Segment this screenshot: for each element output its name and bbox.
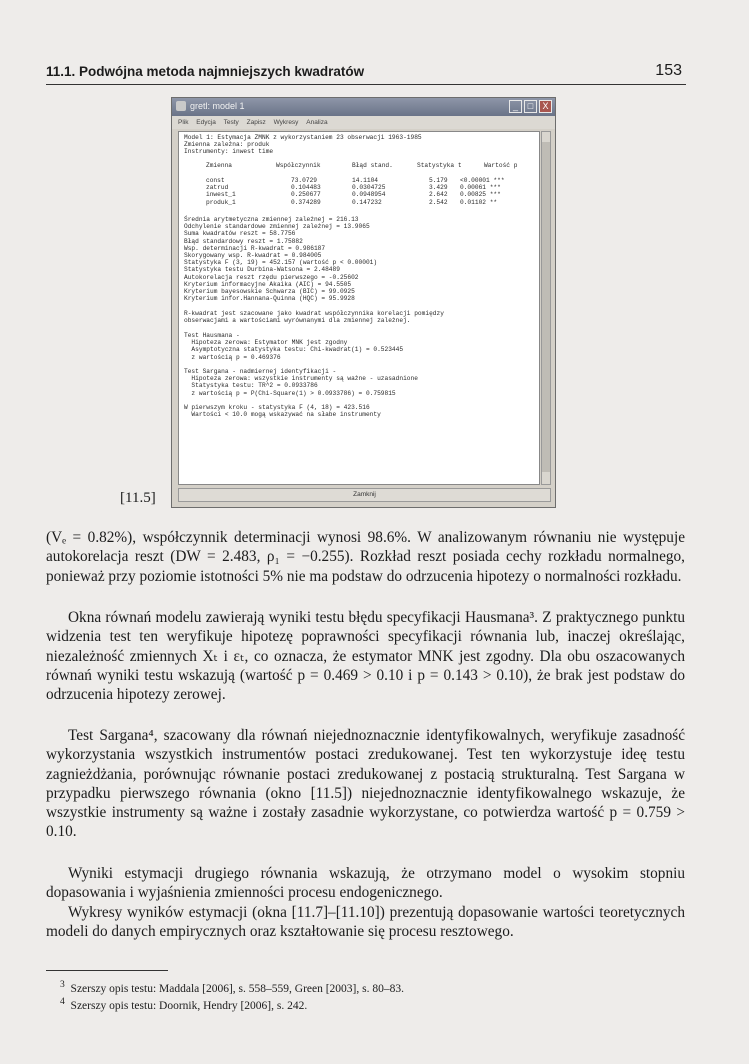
stat-line: Błąd standardowy reszt = 1.75882	[184, 237, 303, 245]
cell-se: 14.1104	[352, 177, 378, 184]
cell-p: <0.00001 ***	[460, 177, 505, 184]
stat-line: Kryterium bayesowskie Schwarza (BIC) = 99.0925	[184, 288, 355, 295]
stat-line: Statystyka testu Durbina-Watsona = 2.48489	[184, 266, 340, 274]
footnote-mark: 4	[60, 996, 65, 1007]
note-line: R-kwadrat jest szacowane jako kwadrat współczynnika korelacji pomiędzy	[184, 310, 444, 317]
close-button[interactable]: X	[539, 100, 552, 113]
cell-se: 0.0948954	[352, 191, 386, 199]
cell-var: zatrud	[206, 184, 229, 192]
menu-zapisz[interactable]: Zapisz	[246, 119, 266, 126]
cell-t: 3.429	[429, 184, 448, 192]
table-row	[184, 199, 539, 206]
hausman-line: z wartością p = 0.469376	[184, 353, 281, 361]
table-row	[184, 184, 539, 191]
paragraph: Wykresy wyników estymacji (okna [11.7]–[11.10]) prezentują dopasowanie wartości teoretycznych modeli do danych empirycznych oraz kształtowanie się procesu resztowego.	[46, 904, 685, 941]
paragraph: (Vₑ = 0.82%), współczynnik determinacji wynosi 98.6%. W analizowanym równaniu nie występuje autokorelacja reszt (DW = 2.483, ρ₁ = −0.255). Rozkład reszt posiada cechy rozkładu normalnego, ponieważ przy poziomie istotności 5% nie ma podstaw do odrzucenia hipotezy o normalności rozkładu.	[46, 529, 685, 585]
hausman-line: Hipoteza zerowa: Estymator MNK jest zgodny	[184, 339, 348, 347]
menu-wykresy[interactable]: Wykresy	[273, 119, 299, 126]
footnote-text: Szerszy opis testu: Maddala [2006], s. 558–559, Green [2003], s. 80–83.	[70, 982, 404, 995]
sargan-line: Test Sargana - nadmiernej identyfikacji -	[184, 368, 337, 375]
stat-line: Suma kwadratów reszt = 58.7756	[184, 230, 296, 238]
menu-testy[interactable]: Testy	[223, 119, 239, 126]
col-header: Wartość p	[484, 162, 518, 169]
stat-line: Kryterium infor.Hannana-Quinna (HQC) = 95.9928	[184, 295, 355, 303]
section-title: 11.1. Podwójna metoda najmniejszych kwadratów	[46, 64, 365, 79]
paragraph: Wyniki estymacji drugiego równania wskazują, że otrzymano model o wysokim stopniu dopasowania i wyjaśnienia zmienności procesu endogenicznego.	[46, 865, 685, 902]
hausman-line: Test Hausmana -	[184, 332, 240, 339]
table-row	[184, 177, 539, 184]
window-title: gretl: model 1	[190, 101, 245, 111]
cell-var: produk_1	[206, 198, 236, 206]
figure-label: [11.5]	[120, 490, 156, 506]
col-header: Statystyka t	[417, 162, 462, 169]
cell-se: 0.147232	[352, 198, 382, 206]
sargan-line: z wartością p = P(Chi-Square(1) > 0.0933786) = 0.759815	[184, 389, 396, 397]
close-bar-button[interactable]: Zamknij	[178, 488, 551, 502]
stat-line: Autokorelacja reszt rzędu pierwszego = -0.25602	[184, 273, 359, 281]
maximize-button[interactable]: □	[524, 100, 537, 113]
col-header: Błąd stand.	[352, 162, 393, 169]
cell-var: inwest_1	[206, 191, 236, 199]
stat-line: Statystyka F (3, 19) = 452.157 (wartość p < 0.00001)	[184, 259, 378, 267]
cell-se: 0.0304725	[352, 184, 386, 192]
cell-coef: 0.104483	[291, 184, 321, 192]
hausman-line: Asymptotyczna statystyka testu: Chi-kwadrat(1) = 0.523445	[184, 346, 404, 354]
menu-bar	[172, 116, 555, 129]
running-header	[46, 62, 686, 85]
table-row	[184, 191, 539, 198]
minimize-button[interactable]: _	[509, 100, 522, 113]
page-number: 153	[655, 62, 682, 79]
vertical-scrollbar[interactable]	[541, 131, 551, 485]
cell-coef: 0.374289	[291, 198, 321, 206]
sargan-line: Statystyka testu: TR^2 = 0.0933786	[184, 382, 318, 390]
footnote	[60, 996, 307, 1012]
model-output-text[interactable]	[178, 131, 540, 485]
stat-line: Skorygowany wsp. R-kwadrat = 0.984005	[184, 252, 322, 259]
output-header-line: Instrumenty: inwest time	[184, 148, 274, 156]
menu-analiza[interactable]: Analiza	[306, 119, 328, 126]
coef-table-header	[184, 162, 539, 169]
cell-coef: 73.0729	[291, 177, 317, 184]
output-header-line: Model 1: Estymacja ZMNK z wykorzystaniem 23 obserwacji 1963-1985	[184, 134, 422, 141]
sargan-line: Hipoteza zerowa: wszystkie instrumenty są ważne - uzasadnione	[184, 375, 418, 383]
cell-var: const	[206, 177, 225, 184]
stat-line: Średnia arytmetyczna zmiennej zależnej = 216.13	[184, 216, 359, 223]
cell-p: 0.00825 ***	[460, 191, 501, 199]
menu-plik[interactable]: Plik	[178, 119, 189, 126]
output-header-line: Zmienna zależna: produk	[184, 141, 270, 149]
paragraph: Okna równań modelu zawierają wyniki testu błędu specyfikacji Hausmana³. Z praktycznego punktu widzenia test ten weryfikuje hipotezę poprawności specyfikacji równania lub, inaczej określając, niezależność zmiennych Xₜ i εₜ, co oznacza, że estymator MNK jest zgodny. Dla obu oszacowanych równań wyniki testu wskazują (wartość p = 0.469 > 0.10 i p = 0.143 > 0.10), że brak jest podstaw do odrzucenia hipotezy zerowej.	[46, 609, 685, 704]
scrollbar-thumb[interactable]	[542, 142, 550, 472]
app-icon	[176, 101, 186, 111]
cell-p: 0.01102 **	[460, 198, 498, 206]
cell-coef: 0.250677	[291, 191, 321, 199]
cell-t: 2.642	[429, 191, 448, 199]
col-header: Współczynnik	[276, 162, 321, 169]
footnote-text: Szerszy opis testu: Doornik, Hendry [2006], s. 242.	[70, 999, 308, 1012]
cell-t: 5.179	[429, 177, 448, 184]
cell-p: 0.00061 ***	[460, 184, 501, 192]
note-line: obserwacjami a wartościami wyrównanymi dla zmiennej zależnej.	[184, 317, 411, 325]
firststage-line: W pierwszym kroku - statystyka F (4, 18) = 423.516	[184, 404, 370, 411]
footnote	[60, 979, 404, 995]
footnote-rule	[46, 970, 168, 971]
window-titlebar[interactable]	[172, 98, 555, 116]
coef-table	[184, 177, 539, 206]
footnote-mark: 3	[60, 979, 65, 990]
stat-line: Kryterium informacyjne Akaika (AIC) = 94.5505	[184, 280, 352, 288]
cell-t: 2.542	[429, 198, 448, 206]
stat-line: Odchylenie standardowe zmiennej zależnej = 13.9065	[184, 223, 370, 231]
stat-line: Wsp. determinacji R-kwadrat = 0.986187	[184, 244, 326, 252]
firststage-line: Wartości < 10.0 mogą wskazywać na słabe instrumenty	[184, 411, 381, 419]
paragraph: Test Sargana⁴, szacowany dla równań niejednoznacznie identyfikowalnych, weryfikuje zasadność wykorzystania wszystkich instrumentów postaci zredukowanej. Test ten wykorzystuje ideę testu zagnieżdżania, porównując równanie postaci zredukowanej z postacią strukturalną. Test Sargana w przypadku pierwszego równania (okno [11.5]) niejednoznacznie identyfikowalnego wskazuje, że wszystkie instrumenty są ważne i zostały zasadnie wykorzystane, co potwierdza wartość p = 0.759 > 0.10.	[46, 727, 685, 841]
col-header: Zmienna	[206, 162, 232, 169]
gretl-model-window[interactable]	[171, 97, 556, 508]
menu-edycja[interactable]: Edycja	[196, 119, 216, 126]
